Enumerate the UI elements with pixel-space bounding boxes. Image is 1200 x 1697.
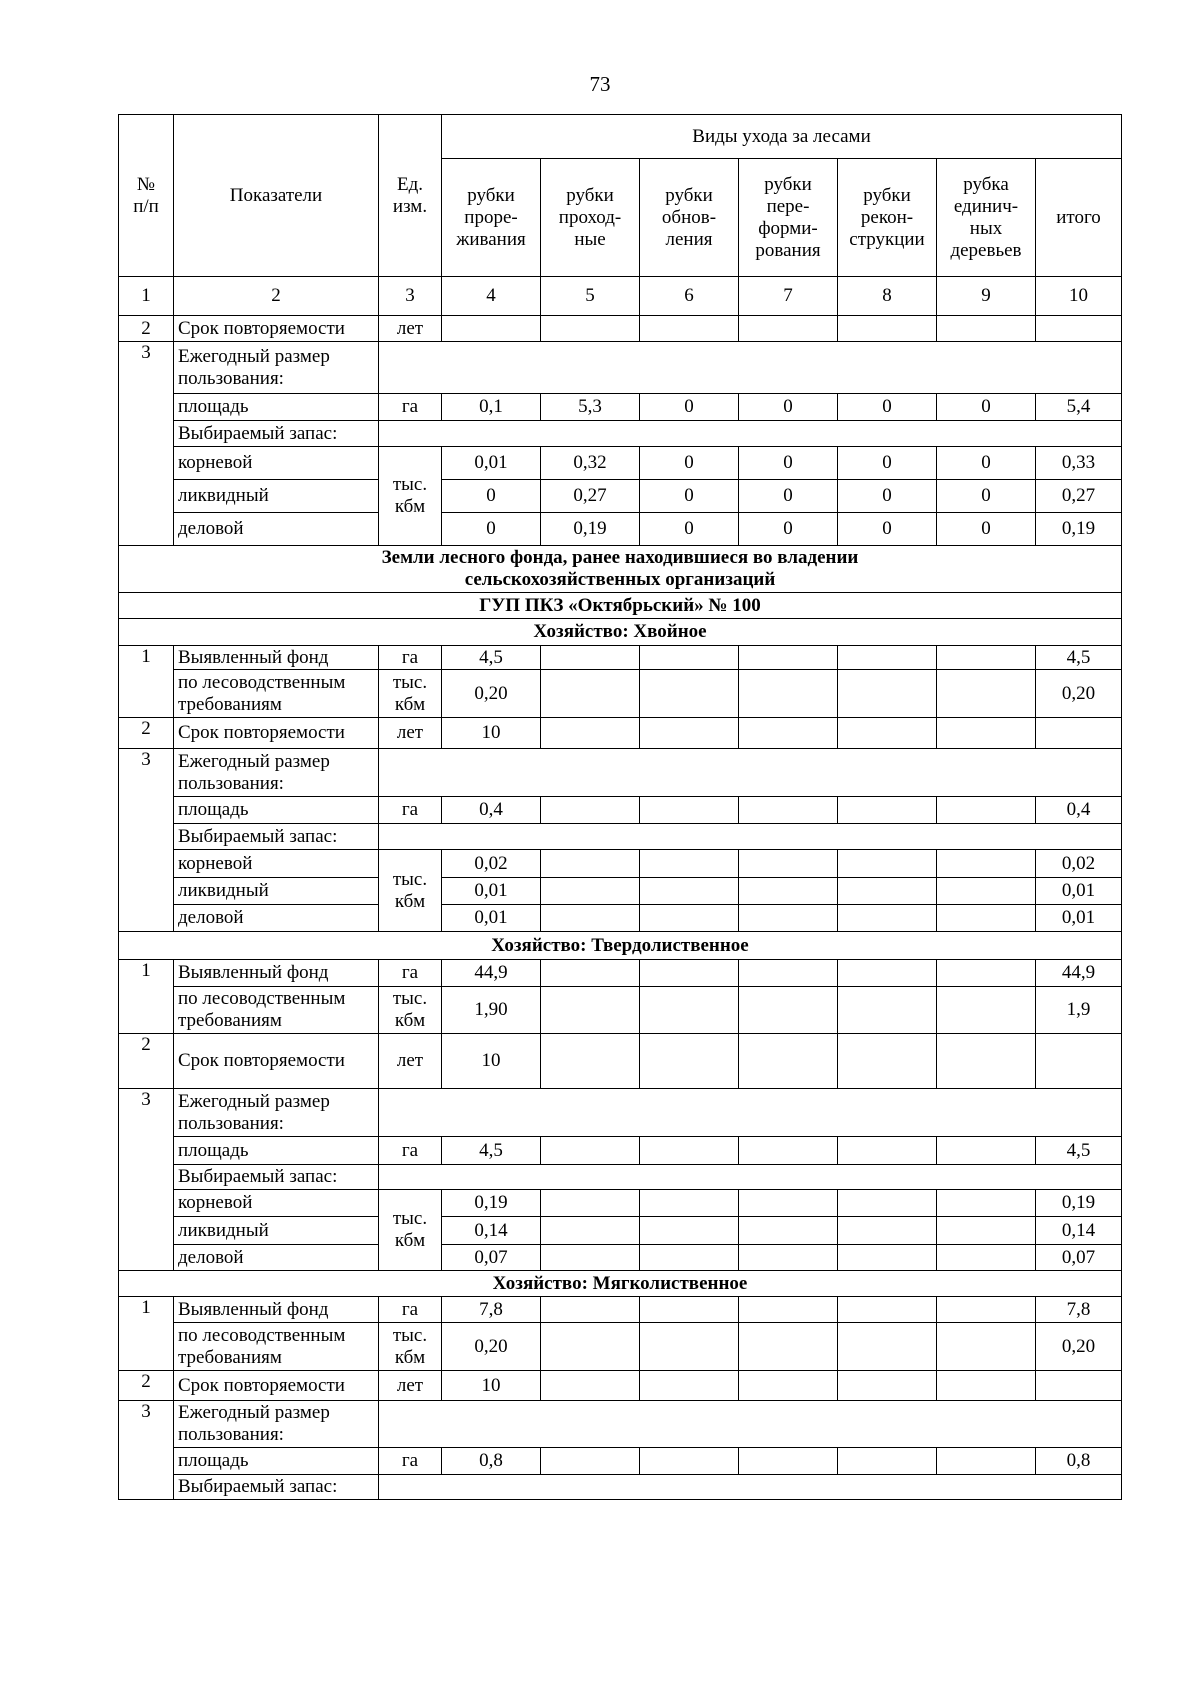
liquid-col-10: 0,14	[1036, 1217, 1122, 1245]
commercial-col-10: 0,19	[1036, 513, 1122, 546]
row-unit: лет	[379, 718, 442, 749]
period-col-5	[541, 316, 640, 342]
period-col-9	[937, 1371, 1036, 1401]
area-col-5	[541, 1448, 640, 1475]
liquid-col-8	[838, 1217, 937, 1245]
fund-vol-col-9	[937, 670, 1036, 718]
empty-span	[379, 824, 1122, 850]
root-col-8	[838, 1190, 937, 1217]
root-col-5: 0,32	[541, 447, 640, 480]
row-label-fund: Выявленный фонд	[174, 646, 379, 670]
row-label-root: корневой	[174, 1190, 379, 1217]
header-col-6: рубки обнов- ления	[640, 159, 739, 277]
fund-vol-col-8	[838, 1323, 937, 1371]
period-col-4: 10	[442, 1371, 541, 1401]
forest-care-table	[118, 114, 1122, 1500]
period-col-6	[640, 718, 739, 749]
liquid-col-6	[640, 878, 739, 905]
row-label-commercial: деловой	[174, 1245, 379, 1271]
commercial-col-8	[838, 905, 937, 932]
fund-ha-col-5	[541, 646, 640, 670]
liquid-col-9: 0	[937, 480, 1036, 513]
root-col-6	[640, 850, 739, 878]
commercial-col-5	[541, 905, 640, 932]
header-colnum-8: 8	[838, 277, 937, 316]
commercial-col-8: 0	[838, 513, 937, 546]
fund-ha-col-7	[739, 646, 838, 670]
row-label-annual: Ежегодный размер пользования:	[174, 1089, 379, 1137]
row-unit: лет	[379, 1371, 442, 1401]
row-label-area: площадь	[174, 797, 379, 824]
header-indicator: Показатели	[174, 115, 379, 277]
fund-ha-col-6	[640, 646, 739, 670]
empty-span	[379, 342, 1122, 394]
root-col-9: 0	[937, 447, 1036, 480]
root-col-9	[937, 1190, 1036, 1217]
liquid-col-7	[739, 878, 838, 905]
row-unit: тыс. кбм	[379, 850, 442, 932]
fund-ha-col-7	[739, 960, 838, 987]
header-col-10: итого	[1036, 159, 1122, 277]
period-col-8	[838, 1371, 937, 1401]
empty-span	[379, 1401, 1122, 1448]
row-unit: га	[379, 960, 442, 987]
fund-vol-col-6	[640, 1323, 739, 1371]
period-col-6	[640, 1034, 739, 1089]
fund-vol-col-9	[937, 987, 1036, 1034]
empty-span	[379, 749, 1122, 797]
row-num: 1	[119, 1297, 174, 1371]
area-col-8	[838, 1448, 937, 1475]
fund-vol-col-8	[838, 987, 937, 1034]
period-col-4	[442, 316, 541, 342]
row-label-commercial: деловой	[174, 513, 379, 546]
period-col-10	[1036, 316, 1122, 342]
root-col-7: 0	[739, 447, 838, 480]
farm-title: Хозяйство: Мягколиственное	[119, 1271, 1122, 1297]
liquid-col-5	[541, 878, 640, 905]
row-num: 3	[119, 1089, 174, 1271]
period-col-9	[937, 1034, 1036, 1089]
commercial-col-5	[541, 1245, 640, 1271]
row-label-liquid: ликвидный	[174, 480, 379, 513]
area-col-10: 4,5	[1036, 1137, 1122, 1165]
area-col-9	[937, 1137, 1036, 1165]
header-colnum-5: 5	[541, 277, 640, 316]
root-col-5	[541, 1190, 640, 1217]
liquid-col-8: 0	[838, 480, 937, 513]
fund-ha-col-9	[937, 960, 1036, 987]
liquid-col-6	[640, 1217, 739, 1245]
row-unit: га	[379, 646, 442, 670]
liquid-col-5	[541, 1217, 640, 1245]
header-colnum-4: 4	[442, 277, 541, 316]
commercial-col-8	[838, 1245, 937, 1271]
row-unit: лет	[379, 316, 442, 342]
commercial-col-9: 0	[937, 513, 1036, 546]
header-col-4: рубки проре- живания	[442, 159, 541, 277]
commercial-col-4: 0	[442, 513, 541, 546]
fund-ha-col-6	[640, 1297, 739, 1323]
area-col-10: 0,8	[1036, 1448, 1122, 1475]
row-unit: га	[379, 1297, 442, 1323]
row-unit: га	[379, 1137, 442, 1165]
fund-vol-col-4: 1,90	[442, 987, 541, 1034]
period-col-9	[937, 718, 1036, 749]
header-colnum-9: 9	[937, 277, 1036, 316]
area-col-7	[739, 1448, 838, 1475]
period-col-4: 10	[442, 1034, 541, 1089]
row-unit: га	[379, 394, 442, 421]
root-col-8: 0	[838, 447, 937, 480]
fund-vol-col-4: 0,20	[442, 1323, 541, 1371]
header-colnum-1: 1	[119, 277, 174, 316]
fund-vol-col-4: 0,20	[442, 670, 541, 718]
header-unit: Ед. изм.	[379, 115, 442, 277]
page-number: 73	[589, 72, 611, 96]
fund-vol-col-10: 0,20	[1036, 670, 1122, 718]
row-label-period: Срок повторяемости	[174, 316, 379, 342]
commercial-col-10: 0,01	[1036, 905, 1122, 932]
commercial-col-6	[640, 905, 739, 932]
area-col-9	[937, 797, 1036, 824]
row-label-stock: Выбираемый запас:	[174, 421, 379, 447]
period-col-10	[1036, 718, 1122, 749]
fund-vol-col-7	[739, 987, 838, 1034]
period-col-4: 10	[442, 718, 541, 749]
fund-ha-col-9	[937, 646, 1036, 670]
empty-span	[379, 1165, 1122, 1190]
area-col-4: 4,5	[442, 1137, 541, 1165]
fund-ha-col-9	[937, 1297, 1036, 1323]
root-col-10: 0,33	[1036, 447, 1122, 480]
row-num: 3	[119, 749, 174, 932]
area-col-6	[640, 797, 739, 824]
area-col-4: 0,8	[442, 1448, 541, 1475]
period-col-5	[541, 1371, 640, 1401]
row-num: 2	[119, 718, 174, 749]
liquid-col-4: 0	[442, 480, 541, 513]
commercial-col-9	[937, 1245, 1036, 1271]
commercial-col-6: 0	[640, 513, 739, 546]
commercial-col-7: 0	[739, 513, 838, 546]
root-col-7	[739, 1190, 838, 1217]
row-unit: тыс. кбм	[379, 1323, 442, 1371]
commercial-col-9	[937, 905, 1036, 932]
row-label-root: корневой	[174, 850, 379, 878]
header-col-9: рубка единич- ных деревьев	[937, 159, 1036, 277]
liquid-col-7: 0	[739, 480, 838, 513]
row-label-period: Срок повторяемости	[174, 1034, 379, 1089]
period-col-6	[640, 316, 739, 342]
row-unit: тыс. кбм	[379, 670, 442, 718]
area-col-8: 0	[838, 394, 937, 421]
row-label-stock: Выбираемый запас:	[174, 824, 379, 850]
liquid-col-6: 0	[640, 480, 739, 513]
commercial-col-4: 0,01	[442, 905, 541, 932]
area-col-5: 5,3	[541, 394, 640, 421]
row-unit: тыс. кбм	[379, 987, 442, 1034]
period-col-10	[1036, 1371, 1122, 1401]
liquid-col-4: 0,14	[442, 1217, 541, 1245]
liquid-col-4: 0,01	[442, 878, 541, 905]
fund-vol-col-10: 1,9	[1036, 987, 1122, 1034]
empty-span	[379, 1475, 1122, 1500]
area-col-5	[541, 797, 640, 824]
period-col-7	[739, 1034, 838, 1089]
empty-span	[379, 1089, 1122, 1137]
row-num: 2	[119, 1371, 174, 1401]
row-unit: га	[379, 1448, 442, 1475]
root-col-6	[640, 1190, 739, 1217]
row-label-fund: Выявленный фонд	[174, 1297, 379, 1323]
header-num: № п/п	[119, 115, 174, 277]
period-col-9	[937, 316, 1036, 342]
area-col-7	[739, 797, 838, 824]
row-label-area: площадь	[174, 394, 379, 421]
root-col-5	[541, 850, 640, 878]
row-label-stock: Выбираемый запас:	[174, 1165, 379, 1190]
header-colnum-2: 2	[174, 277, 379, 316]
row-label-fund: Выявленный фонд	[174, 960, 379, 987]
header-colnum-6: 6	[640, 277, 739, 316]
area-col-4: 0,1	[442, 394, 541, 421]
row-label-period: Срок повторяемости	[174, 718, 379, 749]
root-col-4: 0,02	[442, 850, 541, 878]
area-col-6	[640, 1448, 739, 1475]
root-col-7	[739, 850, 838, 878]
period-col-7	[739, 1371, 838, 1401]
commercial-col-5: 0,19	[541, 513, 640, 546]
commercial-col-4: 0,07	[442, 1245, 541, 1271]
root-col-4: 0,01	[442, 447, 541, 480]
fund-ha-col-10: 4,5	[1036, 646, 1122, 670]
row-num: 1	[119, 960, 174, 1034]
fund-ha-col-8	[838, 646, 937, 670]
row-num: 3	[119, 1401, 174, 1500]
area-col-4: 0,4	[442, 797, 541, 824]
period-col-8	[838, 1034, 937, 1089]
header-group: Виды ухода за лесами	[442, 115, 1122, 159]
empty-span	[379, 421, 1122, 447]
fund-ha-col-8	[838, 960, 937, 987]
row-label-annual: Ежегодный размер пользования:	[174, 1401, 379, 1448]
farm-title: Хозяйство: Твердолиственное	[119, 932, 1122, 960]
header-colnum-3: 3	[379, 277, 442, 316]
period-col-8	[838, 316, 937, 342]
header-col-8: рубки рекон- струкции	[838, 159, 937, 277]
row-unit: лет	[379, 1034, 442, 1089]
fund-ha-col-6	[640, 960, 739, 987]
commercial-col-10: 0,07	[1036, 1245, 1122, 1271]
row-unit: га	[379, 797, 442, 824]
row-label-annual: Ежегодный размер пользования:	[174, 342, 379, 394]
period-col-6	[640, 1371, 739, 1401]
fund-vol-col-5	[541, 1323, 640, 1371]
liquid-col-9	[937, 878, 1036, 905]
row-num: 2	[119, 1034, 174, 1089]
root-col-10: 0,02	[1036, 850, 1122, 878]
fund-ha-col-10: 44,9	[1036, 960, 1122, 987]
period-col-8	[838, 718, 937, 749]
row-label-fund-req: по лесоводственным требованиям	[174, 670, 379, 718]
row-num: 3	[119, 342, 174, 546]
commercial-col-7	[739, 1245, 838, 1271]
row-unit: тыс. кбм	[379, 447, 442, 546]
fund-ha-col-5	[541, 1297, 640, 1323]
header-col-5: рубки проход- ные	[541, 159, 640, 277]
liquid-col-10: 0,27	[1036, 480, 1122, 513]
fund-vol-col-5	[541, 987, 640, 1034]
farm-title: Хозяйство: Хвойное	[119, 619, 1122, 646]
area-col-7: 0	[739, 394, 838, 421]
area-col-8	[838, 1137, 937, 1165]
fund-ha-col-4: 4,5	[442, 646, 541, 670]
area-col-9	[937, 1448, 1036, 1475]
header-colnum-10: 10	[1036, 277, 1122, 316]
fund-ha-col-7	[739, 1297, 838, 1323]
row-num: 2	[119, 316, 174, 342]
row-label-stock: Выбираемый запас:	[174, 1475, 379, 1500]
area-col-6: 0	[640, 394, 739, 421]
row-label-fund-req: по лесоводственным требованиям	[174, 1323, 379, 1371]
row-label-fund-req: по лесоводственным требованиям	[174, 987, 379, 1034]
section-title: Земли лесного фонда, ранее находившиеся во владении сельскохозяйственных организаций	[119, 546, 1122, 593]
row-label-annual: Ежегодный размер пользования:	[174, 749, 379, 797]
row-label-liquid: ликвидный	[174, 1217, 379, 1245]
row-label-period: Срок повторяемости	[174, 1371, 379, 1401]
liquid-col-5: 0,27	[541, 480, 640, 513]
fund-vol-col-6	[640, 670, 739, 718]
fund-ha-col-4: 7,8	[442, 1297, 541, 1323]
root-col-9	[937, 850, 1036, 878]
liquid-col-7	[739, 1217, 838, 1245]
root-col-10: 0,19	[1036, 1190, 1122, 1217]
row-label-root: корневой	[174, 447, 379, 480]
area-col-10: 5,4	[1036, 394, 1122, 421]
org-title: ГУП ПКЗ «Октябрьский» № 100	[119, 593, 1122, 619]
fund-ha-col-4: 44,9	[442, 960, 541, 987]
row-label-liquid: ликвидный	[174, 878, 379, 905]
period-col-5	[541, 718, 640, 749]
row-num: 1	[119, 646, 174, 718]
commercial-col-6	[640, 1245, 739, 1271]
area-col-9: 0	[937, 394, 1036, 421]
row-label-area: площадь	[174, 1137, 379, 1165]
liquid-col-10: 0,01	[1036, 878, 1122, 905]
header-colnum-7: 7	[739, 277, 838, 316]
fund-vol-col-10: 0,20	[1036, 1323, 1122, 1371]
liquid-col-8	[838, 878, 937, 905]
fund-vol-col-7	[739, 1323, 838, 1371]
period-col-5	[541, 1034, 640, 1089]
header-col-7: рубки пере- форми- рования	[739, 159, 838, 277]
row-label-commercial: деловой	[174, 905, 379, 932]
fund-vol-col-9	[937, 1323, 1036, 1371]
area-col-5	[541, 1137, 640, 1165]
period-col-10	[1036, 1034, 1122, 1089]
area-col-10: 0,4	[1036, 797, 1122, 824]
fund-vol-col-7	[739, 670, 838, 718]
root-col-4: 0,19	[442, 1190, 541, 1217]
period-col-7	[739, 718, 838, 749]
liquid-col-9	[937, 1217, 1036, 1245]
area-col-7	[739, 1137, 838, 1165]
root-col-6: 0	[640, 447, 739, 480]
area-col-8	[838, 797, 937, 824]
fund-vol-col-8	[838, 670, 937, 718]
period-col-7	[739, 316, 838, 342]
commercial-col-7	[739, 905, 838, 932]
fund-ha-col-10: 7,8	[1036, 1297, 1122, 1323]
root-col-8	[838, 850, 937, 878]
row-unit: тыс. кбм	[379, 1190, 442, 1271]
row-label-area: площадь	[174, 1448, 379, 1475]
fund-vol-col-5	[541, 670, 640, 718]
fund-vol-col-6	[640, 987, 739, 1034]
area-col-6	[640, 1137, 739, 1165]
fund-ha-col-5	[541, 960, 640, 987]
fund-ha-col-8	[838, 1297, 937, 1323]
